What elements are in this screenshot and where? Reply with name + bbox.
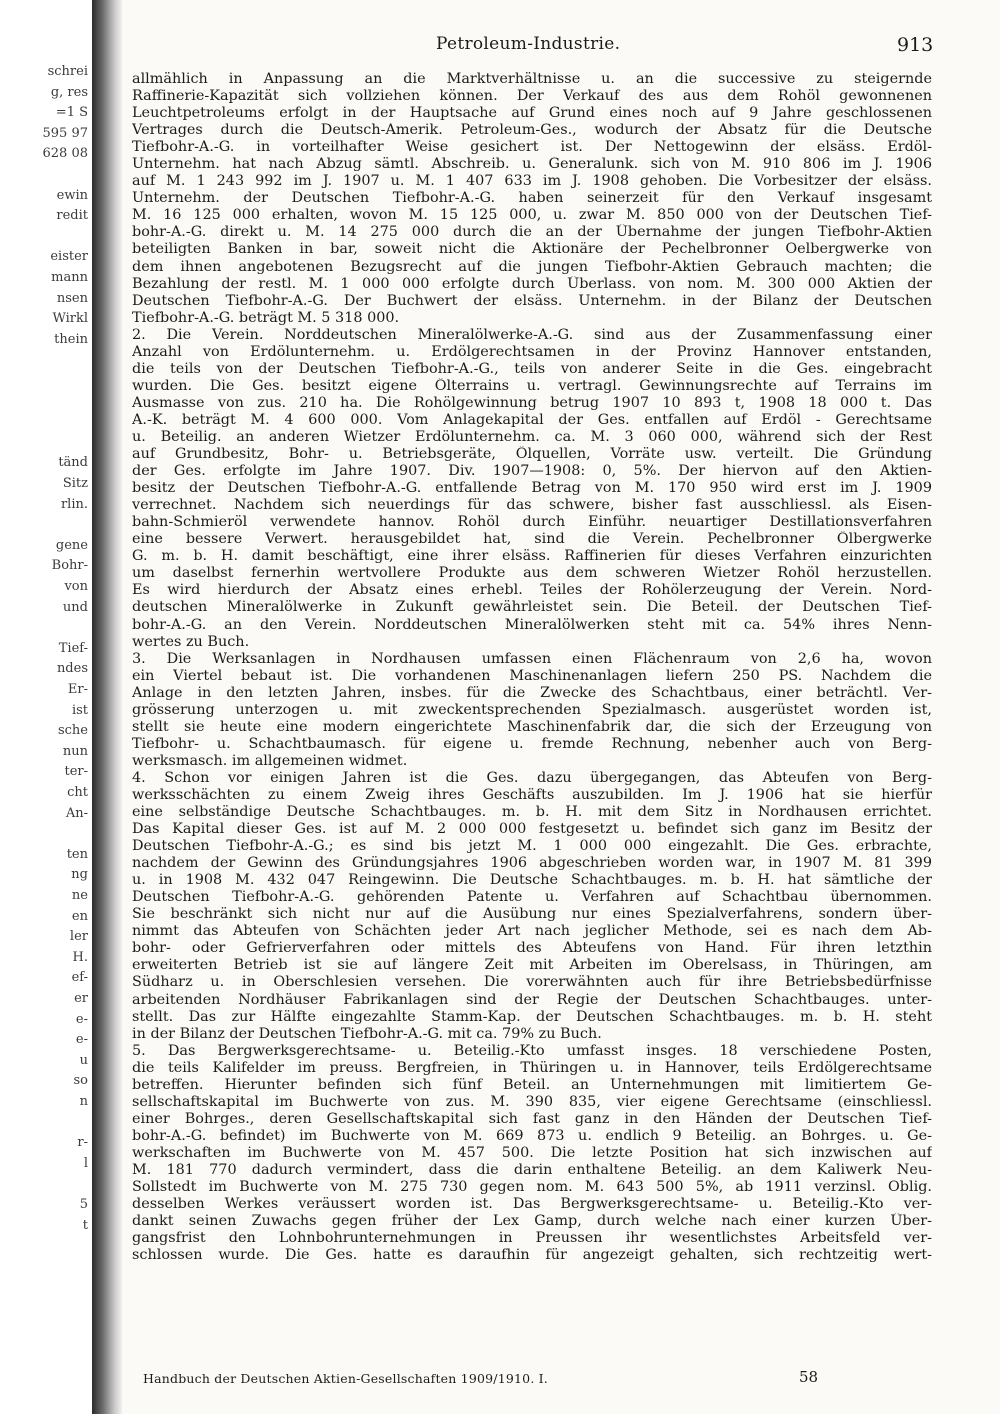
- text-line: 2. Die Verein. Norddeutschen Mineralölwerke-A.-G. sind aus der Zusammenfassung einer: [132, 326, 932, 343]
- margin-fragment: ler: [69, 929, 88, 945]
- margin-fragment: ef-: [71, 970, 88, 986]
- page-number: 913: [897, 34, 934, 56]
- text-line: schlossen wurde. Die Ges. hatte es daraufhin für angezeigt gehalten, sich rechtzeitig wert-: [132, 1247, 932, 1264]
- text-line: stellt sie heute eine modern eingerichtete Maschinenfabrik dar, die sich der Erzeugung von: [132, 718, 932, 735]
- text-line: betreffen. Hierunter befinden sich fünf Beteil. an Unternehmungen mit limitiertem Ge-: [132, 1076, 932, 1093]
- book-spine-shadow: [92, 0, 122, 1414]
- text-line: Sollstedt im Buchwerte von M. 275 730 gegen nom. M. 643 500 5%, ab 1911 verzinsl. Oblig.: [132, 1179, 932, 1196]
- text-line: Leuchtpetroleums erfolgt in der Hauptsache auf Grund eines noch auf 9 Jahre geschlossenen: [132, 105, 932, 122]
- margin-fragment: ndes: [56, 661, 88, 677]
- footer-publication: Handbuch der Deutschen Aktien-Gesellschaften 1909/1910. I.: [143, 1371, 548, 1386]
- text-line: Das Kapital dieser Ges. ist auf M. 2 000 000 festgesetzt u. befindet sich ganz im Besitz der: [132, 821, 932, 838]
- text-line: werksschächten zu einem Zweig ihres Geschäfts auszubilden. Im J. 1906 hat sie hierfür: [132, 786, 932, 803]
- text-line: Tiefbohr-A.-G. beträgt M. 5 318 000.: [132, 309, 400, 326]
- margin-fragment: g, res: [50, 84, 88, 100]
- text-line: Unternehm. der Deutschen Tiefbohr-A.-G. haben seinerzeit für den Verkauf insgesamt: [132, 190, 932, 207]
- text-line: Bezahlung der restl. M. 1 000 000 erfolgte durch Überlass. von nom. M. 300 000 Aktien der: [132, 275, 932, 292]
- text-line: Anzahl von Erdölunternehm. u. Erdölgerechtsamen in der Provinz Hannover entstanden,: [132, 343, 932, 360]
- text-line: M. 16 125 000 erhalten, wovon M. 15 125 000, u. zwar M. 850 000 von der Deutschen Tief-: [132, 207, 932, 224]
- text-line: Ausmasse von zus. 210 ha. Die Rohölgewinnung betrug 1907 10 893 t, 1908 18 000 t. Das: [132, 394, 932, 411]
- text-line: Tiefbohr-A.-G. in vorteilhafter Weise gesichert ist. Der Nettogewinn der elsäss. Erdöl-: [132, 139, 932, 156]
- margin-fragment: eister: [50, 249, 88, 265]
- text-line: u. Beteilig. an anderen Wietzer Erdölunternehm. ca. M. 3 060 000, während sich der Rest: [132, 428, 932, 445]
- text-line: sellschaftskapital im Buchwerte von zus. M. 390 835, vier eigene Gerechtsame (einschliessl.: [132, 1093, 932, 1110]
- text-line: Vertrages durch die Deutsch-Amerik. Petroleum-Ges., wodurch der Absatz für die Deutsche: [132, 122, 932, 139]
- text-line: eine bessere Verwert. herausgebildet hat, sind die Verein. Pechelbronner Ölbergwerke: [132, 531, 932, 548]
- margin-fragment: =1 S: [55, 105, 88, 121]
- text-line: in der Bilanz der Deutschen Tiefbohr-A.-G. mit ca. 79% zu Buch.: [132, 1025, 602, 1042]
- text-line: eine selbständige Deutsche Schachtbauges. m. b. H. mit dem Sitz in Nordhausen errichtet.: [132, 804, 932, 821]
- text-line: nachdem der Gewinn des Gründungsjahres 1906 abgeschrieben worden war, in 1907 M. 81 399: [132, 855, 932, 872]
- text-line: verrechnet. Nachdem sich neuerdings für das schwere, bisher fast ausschliessl. als Eisen-: [132, 497, 932, 514]
- margin-fragment: so: [73, 1073, 88, 1089]
- text-line: Deutschen Tiefbohr-A.-G. gehörenden Patente u. Verfahren auf Schachtbau übernommen.: [132, 889, 932, 906]
- text-line: dem ihnen angebotenen Bezugsrecht auf die jungen Tiefbohr-Aktien Gebrauch machten; die: [132, 258, 932, 275]
- margin-fragment: rlin.: [60, 496, 88, 512]
- margin-fragment: e-: [75, 1032, 88, 1048]
- text-line: auf Grundbesitz, Bohr- u. Betriebsgeräte, Ölquellen, Vorräte usw. verteilt. Die Gründung: [132, 446, 932, 463]
- text-line: die teils von der Deutschen Tiefbohr-A.-G., teils von anderer Seite in die Ges. eingebracht: [132, 360, 932, 377]
- text-line: bohr-A.-G. an den Verein. Norddeutschen Mineralölwerken steht mit ca. 54% ihres Nenn-: [132, 616, 932, 633]
- text-line: Tiefbohr- u. Schachtbaumasch. für eigene u. fremde Rechnung, nebenher auch von Berg-: [132, 735, 932, 752]
- footer-sheet-number: 58: [799, 1368, 819, 1386]
- text-line: ein Viertel bebaut ist. Die vorhandenen Maschinenanlagen liefern 250 PS. Nachdem die: [132, 667, 932, 684]
- text-line: um daselbst fernerhin wertvollere Produkte aus dem schweren Wietzer Rohöl herzustellen.: [132, 565, 932, 582]
- text-line: dankt seinen Zuwachs gegen früher der Lex Gamp, durch welche nach einer kurzen Über-: [132, 1213, 932, 1230]
- text-line: besitz der Deutschen Tiefbohr-A.-G. entfallende Betrag von M. 170 950 wird erst im J. 1909: [132, 480, 932, 497]
- margin-fragment: ist: [71, 702, 88, 718]
- margin-fragment: mann: [51, 270, 88, 285]
- margin-fragment: en: [71, 908, 88, 924]
- text-line: nimmt das Abteufen von Schächten jeder Art nach jeglicher Methode, sei es nach dem Ab-: [132, 923, 932, 940]
- text-line: bahn-Schmieröl verwendete hannov. Rohöl durch Einführ. neuartiger Destillationsverfahren: [132, 514, 932, 531]
- text-line: bohr-A.-G. direkt u. M. 14 275 000 durch die an der Übernahme der jungen Tiefbohr-Aktien: [132, 224, 932, 241]
- margin-fragment: ten: [66, 846, 88, 862]
- margin-fragment: von: [64, 579, 88, 594]
- margin-fragment: r-: [77, 1135, 88, 1151]
- text-line: beteiligten Banken in bar, soweit nicht die Aktionäre der Pechelbronner Oelbergwerke von: [132, 241, 932, 258]
- margin-fragment: An-: [65, 805, 88, 821]
- margin-fragment: Tief-: [58, 640, 88, 656]
- text-line: der Ges. erfolgte im Jahre 1907. Div. 1907—1908: 0, 5%. Der hiervon auf den Aktien-: [132, 463, 932, 480]
- text-line: Anlage in den letzten Jahren, insbes. für die Zwecke des Schachtbaus, einer beträchtl. Ver-: [132, 684, 932, 701]
- margin-fragment: und: [62, 599, 88, 615]
- text-line: 3. Die Werksanlagen in Nordhausen umfassen einen Flächenraum von 2,6 ha, wovon: [132, 650, 932, 667]
- text-line: 4. Schon vor einigen Jahren ist die Ges. dazu übergegangen, das Abteufen von Berg-: [132, 769, 932, 786]
- text-line: allmählich in Anpassung an die Marktverhältnisse u. an die successive zu steigernde: [132, 71, 932, 87]
- text-line: werksmasch. im allgemeinen widmet.: [132, 752, 408, 769]
- text-line: erweiterten Betrieb ist sie auf längere Zeit mit Arbeiten im Oberelsass, in Thüringen, am: [132, 957, 932, 974]
- text-line: Raffinerie-Kapazität sich vollziehen können. Der Verkauf des aus dem Rohöl gewonnenen: [132, 88, 932, 105]
- margin-fragment: nun: [62, 743, 88, 759]
- margin-fragment: ne: [71, 888, 88, 903]
- margin-fragment: sche: [57, 723, 88, 739]
- margin-fragment: 595 97: [42, 125, 88, 141]
- text-line: 5. Das Bergwerksgerechtsame- u. Beteilig.-Kto umfasst insges. 18 verschiedene Posten,: [132, 1042, 932, 1059]
- margin-fragment: ng: [71, 867, 88, 883]
- text-line: Es wird hierdurch der Absatz eines erhebl. Teiles der Rohölerzeugung der Verein. Nord-: [132, 582, 932, 599]
- margin-fragment: 628 08: [42, 146, 88, 162]
- text-line: einer Bohrges., deren Gesellschaftskapital sich fast ganz in den Händen der Deutschen Tief-: [132, 1110, 932, 1127]
- margin-fragment: H.: [72, 949, 88, 965]
- margin-fragment: Er-: [67, 682, 88, 697]
- margin-fragment: redit: [56, 208, 88, 224]
- body-text: [132, 71, 932, 1264]
- text-line: wertes zu Buch.: [132, 633, 250, 650]
- margin-fragment: tänd: [58, 455, 88, 471]
- text-line: Deutschen Tiefbohr-A.-G. Der Buchwert der elsäss. Unternehm. in der Bilanz der Deutschen: [132, 292, 932, 309]
- margin-fragment: u: [79, 1052, 88, 1068]
- margin-fragment: t: [82, 1217, 88, 1233]
- margin-fragment: cht: [67, 785, 88, 800]
- margin-fragment: e-: [75, 1011, 88, 1027]
- text-line: auf M. 1 243 992 im J. 1907 u. M. 1 407 633 im J. 1908 gehoben. Die Vorbesitzer der elsäss.: [132, 173, 932, 190]
- margin-fragment: Wirkl: [52, 311, 88, 327]
- margin-fragment: l: [83, 1155, 88, 1171]
- margin-fragment: nsen: [56, 290, 88, 306]
- text-line: grösserung unterzogen u. mit zweckentsprechenden Spezialmasch. ausgerüstet worden ist,: [132, 701, 932, 718]
- text-line: G. m. b. H. damit beschäftigt, eine ihrer elsäss. Raffinerien für dieses Verfahren einzurichten: [132, 548, 932, 565]
- page: [122, 0, 1000, 1414]
- margin-fragment: schrei: [47, 64, 88, 79]
- text-line: Südharz u. in Oberschlesien versehen. Die vorerwähnten auch für ihre Betriebsbedürfnisse: [132, 974, 932, 991]
- text-line: die teils Kalifelder im preuss. Bergfreien, in Thüringen u. in Hannover, teils Erdölgerechtsame: [132, 1059, 932, 1076]
- text-line: Deutschen Tiefbohr-A.-G.; es sind bis jetzt M. 1 000 000 eingezahlt. Die Ges. erbrachte,: [132, 838, 932, 855]
- text-line: A.-K. beträgt M. 4 600 000. Vom Anlagekapital der Ges. entfallen auf Erdöl - Gerechtsame: [132, 411, 932, 428]
- text-line: stellt. Das zur Hälfte eingezahlte Stamm-Kap. der Deutschen Schachtbauges. m. b. H. steht: [132, 1008, 932, 1025]
- text-line: bohr-A.-G. befindet) im Buchwerte von M. 669 873 u. endlich 9 Beteilig. an Bohrges. u. Ge-: [132, 1127, 932, 1144]
- text-line: arbeitenden Nordhäuser Fabrikanlagen sind der Regie der Deutschen Schachtbauges. unter-: [132, 991, 932, 1008]
- text-line: gangsfrist den Lohnbohrunternehmungen in Preussen ihr wesentlichstes Arbeitsfeld ver-: [132, 1230, 932, 1247]
- adjacent-page-margin: [0, 0, 92, 1414]
- text-line: wurden. Die Ges. besitzt eigene Ölterrains u. vertragl. Gewinnungsrechte auf Terrains im: [132, 377, 932, 394]
- text-line: M. 181 770 dadurch vermindert, dass die darin enthaltene Beteilig. an dem Kaliwerk Neu-: [132, 1162, 932, 1178]
- text-line: Sie beschränkt sich nicht nur auf die Ausübung nur eines Spezialverfahrens, sondern über-: [132, 906, 932, 923]
- margin-fragment: ter-: [64, 764, 88, 780]
- margin-fragment: er: [74, 991, 88, 1006]
- text-line: deutschen Mineralölwerke in Zukunft gewährleistet sein. Die Beteil. der Deutschen Tief-: [132, 599, 932, 616]
- text-line: werkschaften im Buchwerte von M. 457 500. Die letzte Position hat sich inzwischen auf: [132, 1144, 932, 1161]
- text-line: Unternehm. hat nach Abzug sämtl. Abschreib. u. Generalunk. sich von M. 910 806 im J. 1906: [132, 156, 932, 173]
- margin-fragment: 5: [79, 1197, 88, 1212]
- running-head: Petroleum-Industrie.: [436, 34, 621, 54]
- text-line: bohr- oder Gefrierverfahren oder mittels des Abteufens von Hand. Für ihren letzthin: [132, 940, 932, 957]
- margin-fragment: n: [79, 1094, 88, 1109]
- margin-fragment: Bohr-: [51, 558, 88, 574]
- margin-fragment: gene: [55, 537, 88, 553]
- text-line: desselben Werkes veräussert worden ist. Das Bergwerksgerechtsame- u. Beteilig.-Kto ver-: [132, 1196, 932, 1213]
- margin-fragment: Sitz: [62, 476, 88, 491]
- text-line: u. in 1908 M. 432 047 Reingewinn. Die Deutsche Schachtbauges. m. b. H. hat sämtliche der: [132, 872, 932, 889]
- margin-fragment: ewin: [56, 187, 88, 203]
- margin-fragment: thein: [54, 331, 88, 347]
